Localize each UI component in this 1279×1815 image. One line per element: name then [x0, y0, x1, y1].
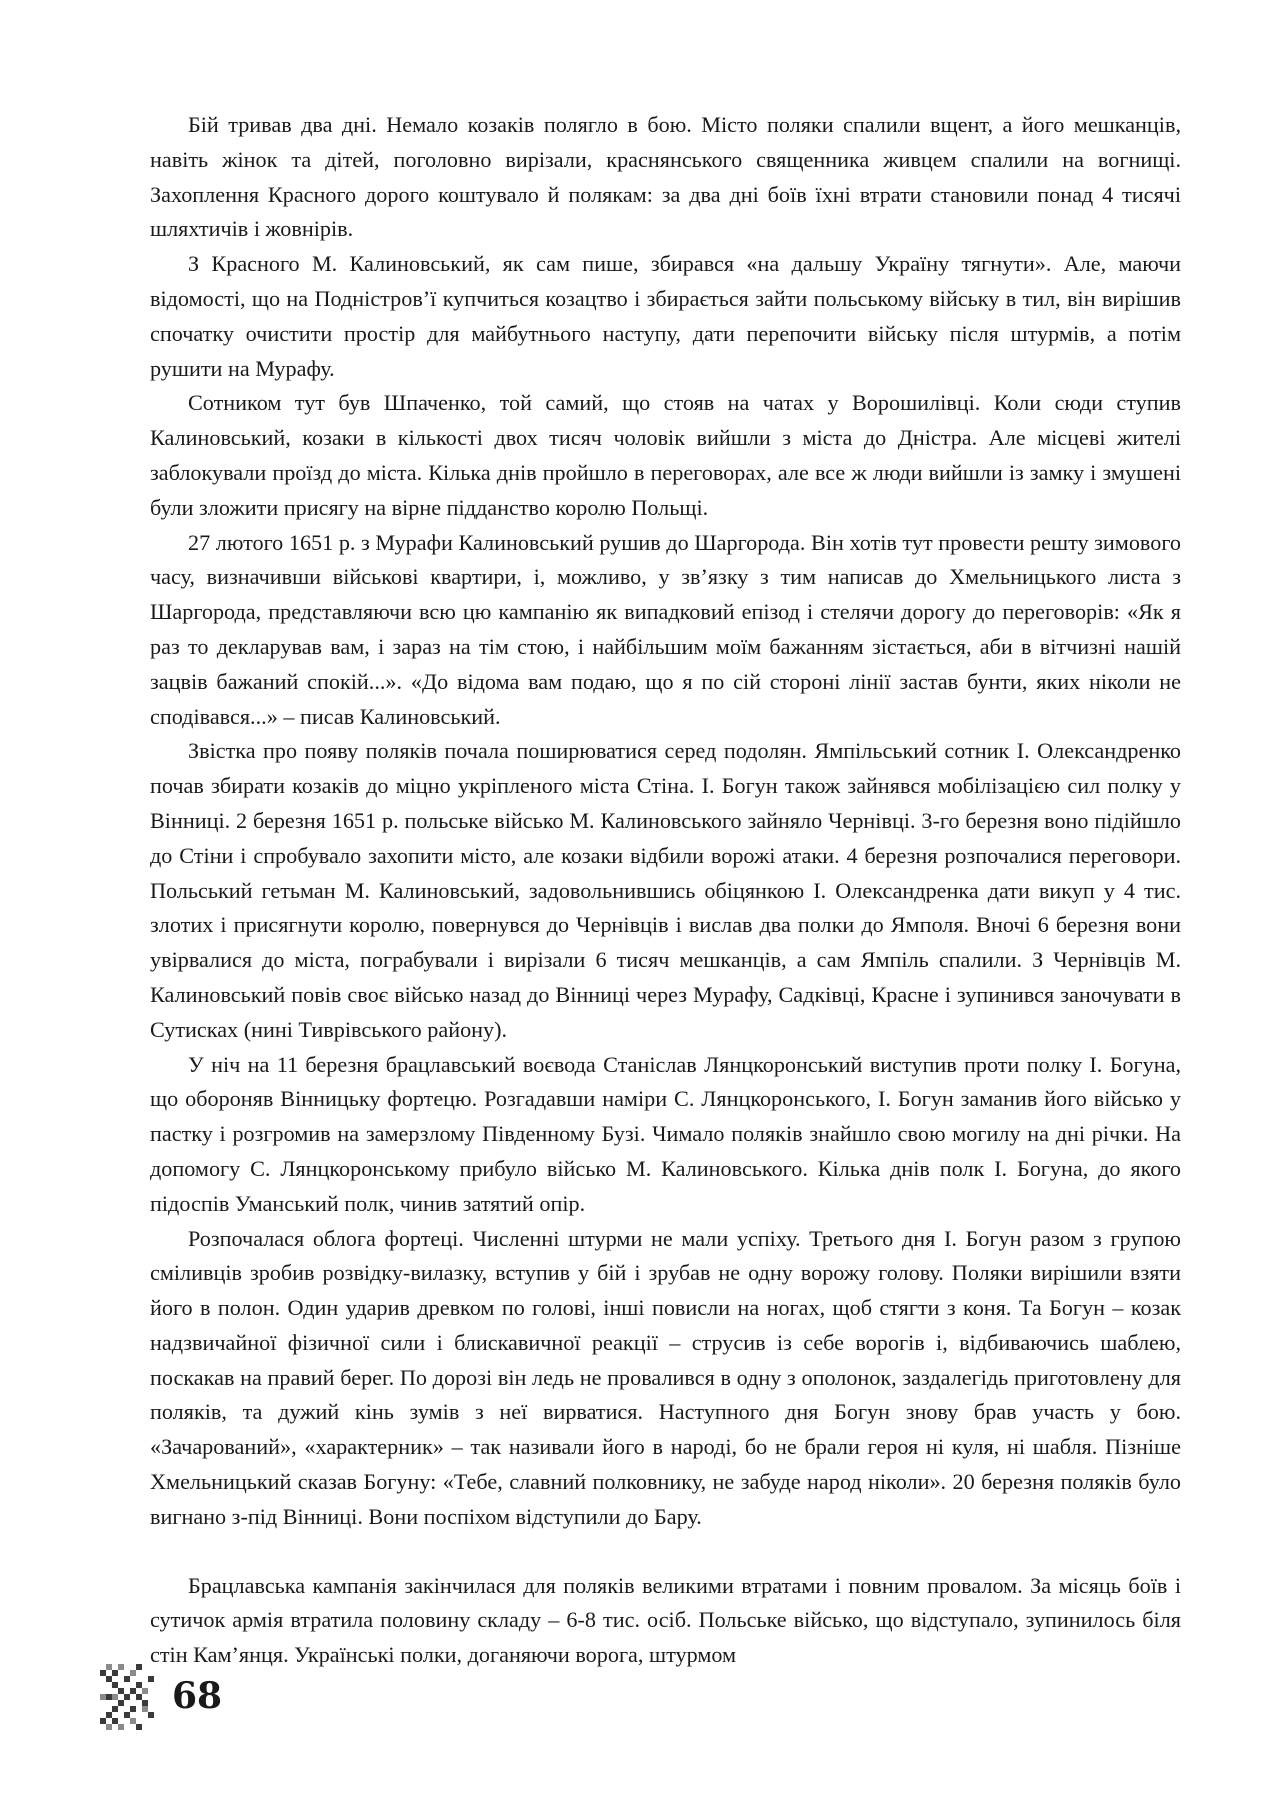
paragraph-6: У ніч на 11 березня брацлавський воєвода Станіслав Лянцкоронський виступив проти полку І. Богуна, що обороняв Вінницьку фортецю. Розгадавши наміри С. Лянцкоронського, І. Богун заманив його військо у пастку і розгромив на замерзлому Південному Бузі. Чимало поляків знайшло свою могилу на дні річки. На допомогу С. Лянцкоронському прибуло військо М. Калиновського. Кілька днів полк І. Богуна, до якого підоспів Уманський полк, чинив затятий опір. [150, 1051, 1181, 1216]
paragraph-2: З Красного М. Калиновський, як сам пише, збирався «на дальшу Україну тягнути». Але, маючи відомості, що на Подністров’ї купчиться козацтво і збирається зайти польському війську в тил, він вирішив спочатку очистити простір для майбутнього наступу, дати перепочити війську після штурмів, а потім рушити на Мурафу. [150, 251, 1181, 381]
page-number: 68 [172, 1675, 223, 1717]
paragraph-4: 27 лютого 1651 р. з Мурафи Калиновський рушив до Шаргорода. Він хотів тут провести решту зимового часу, визначивши військові квартири, і, можливо, у зв’язку з тим написав до Хмельницького листа з Шаргорода, представляючи всю цю кампанію як випадковий епізод і стелячи дорогу до переговорів: «Як я раз то декларував вам, і зараз на тім стою, і найбільшим моїм бажанням зістається, аби в вітчизні нашій зацвів бажаний спокій...». «До відома вам подаю, що я по сій стороні лінії застав бунти, яких ніколи не сподівався...» – писав Калиновський. [150, 529, 1181, 729]
paragraph-3: Сотником тут був Шпаченко, той самий, що стояв на чатах у Ворошилівці. Коли сюди ступив Калиновський, козаки в кількості двох тисяч чоловік вийшли з міста до Дністра. Але місцеві жителі заблокували проїзд до міста. Кілька днів пройшло в переговорах, але все ж люди вийшли із замку і змушені були зложити присягу на вірне підданство королю Польщі. [150, 390, 1181, 520]
paragraph-8: Брацлавська кампанія закінчилася для поляків великими втратами і повним провалом. За місяць боїв і сутичок армія втратила половину складу – 6-8 тис. осіб. Польське військо, що відступало, зупинилось біля стін Кам’янця. Українські полки, доганяючи ворога, штурмом [150, 1572, 1181, 1668]
paragraph-7: Розпочалася облога фортеці. Численні штурми не мали успіху. Третього дня І. Богун разом з групою сміливців зробив розвідку-вилазку, вступив у бій і зрубав не одну ворожу голову. Поляки вирішили взяти його в полон. Один ударив древком по голові, інші повисли на ногах, щоб стягти з коня. Та Богун – козак надзвичайної фізичної сили і блискавичної реакції – струсив із себе ворогів і, відбиваючись шаблею, поскакав на правий берег. По дорозі він ледь не провалився в одну з ополонок, заздалегідь приготовлену для поляків, та дужий кінь зумів з неї вирватися. Наступного дня Богун знову брав участь у бою. «Зачарований», «характерник» – так називали його в народі, бо не брали героя ні куля, ні шабля. Пізніше Хмельницький сказав Богуну: «Тебе, славний полковнику, не забуде народ ніколи». 20 березня поляків було вигнано з-під Вінниці. Вони поспіхом відступили до Бару. [150, 1225, 1181, 1529]
paragraph-5: Звістка про появу поляків почала поширюватися серед подолян. Ямпільський сотник І. Олександренко почав збирати козаків до міцно укріпленого міста Стіна. І. Богун також зайнявся мобілізацією сил полку у Вінниці. 2 березня 1651 р. польське військо М. Калиновського зайняло Чернівці. 3-го березня воно підійшло до Стіни і спробувало захопити місто, але козаки відбили ворожі атаки. 4 березня розпочалися переговори. Польський гетьман М. Калиновський, задовольнившись обіцянкою І. Олександренка дати викуп у 4 тис. злотих і присягнути королю, повернувся до Чернівців і вислав два полки до Ямполя. Вночі 6 березня вони увірвалися до міста, пограбували і вирізали 6 тисяч мешканців, а сам Ямпіль спалили. З Чернівців М. Калиновський повів своє військо назад до Вінниці через Мурафу, Садківці, Красне і зупинився заночувати в Сутисках (нині Тиврівського району). [150, 738, 1181, 1042]
paragraph-1: Бій тривав два дні. Немало козаків полягло в бою. Місто поляки спалили вщент, а його мешканців, навіть жінок та дітей, поголовно вирізали, краснянського священника живцем спалили на вогнищі. Захоплення Красного дорого коштувало й полякам: за два дні боїв їхні втрати становили понад 4 тисячі шляхтичів і жовнірів. [150, 112, 1181, 242]
embroidery-ornament-icon [100, 1662, 158, 1734]
page-body [150, 108, 1181, 1673]
page-footer [100, 1662, 300, 1752]
